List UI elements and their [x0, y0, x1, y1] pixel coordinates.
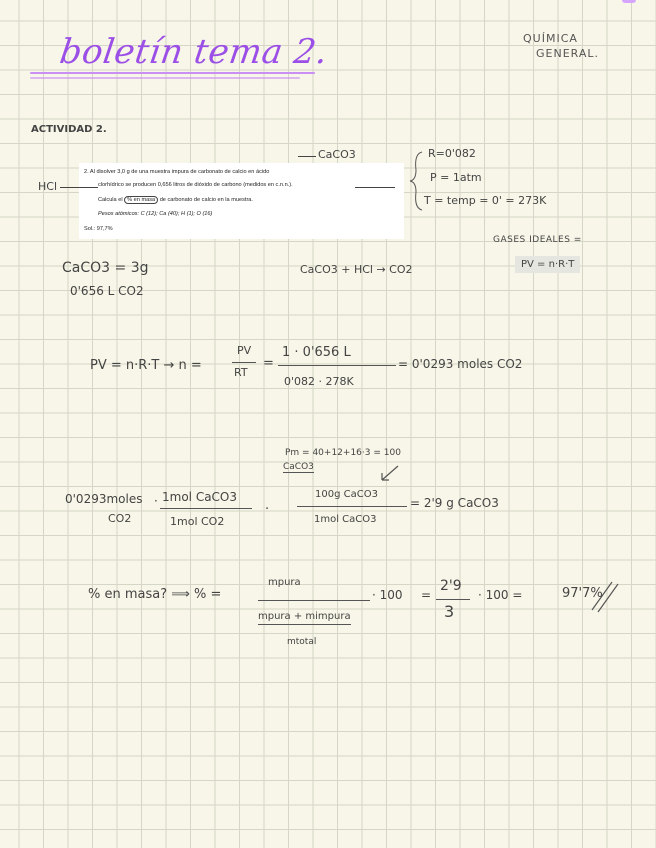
double-slash-icon	[588, 580, 618, 614]
stoich-dot-2: ·	[265, 502, 270, 517]
hcl-annotation: HCl	[38, 180, 58, 193]
ideal-gas-numerator: 1 · 0'656 L	[282, 345, 351, 360]
percent-times-2: · 100 =	[478, 588, 523, 602]
problem-line-2: clorhídrico se producen 0,656 litros de dióxido de carbono (medidos en c.n.n.).	[98, 182, 293, 188]
percent-question: % en masa? ⟹ % =	[88, 587, 222, 602]
percent-den-note: mtotal	[287, 637, 317, 647]
r-value: R=0'082	[428, 147, 476, 160]
percent-num: mpura	[268, 577, 301, 588]
pointer-arrow-icon	[378, 464, 400, 484]
stoich-start-num: 0'0293moles	[65, 492, 143, 506]
brace-icon	[410, 150, 426, 212]
given-mass: CaCO3 = 3g	[62, 260, 149, 276]
pv-fraction-line	[232, 362, 256, 363]
page-title: boletín tema 2.	[57, 32, 331, 72]
molar-mass-compound: CaCO3	[283, 462, 314, 472]
volume-arrow	[355, 187, 395, 188]
pv-nrt-box: PV = n·R·T	[515, 256, 580, 273]
solution-label: Sol.: 97,7%	[84, 226, 113, 232]
gases-ideales-label: GASES IDEALES =	[493, 235, 582, 245]
percent-frac-line	[436, 599, 470, 600]
percent-times-1: · 100	[372, 588, 403, 602]
subject-line-1: QUÍMICA	[523, 32, 578, 45]
title-underline-2	[30, 77, 300, 79]
final-result: 97'7%	[562, 586, 603, 601]
caco3-arrow	[298, 156, 316, 157]
activity-label: ACTIVIDAD 2.	[31, 124, 107, 135]
percent-frac-den: 3	[444, 602, 455, 621]
ideal-gas-eq: =	[263, 356, 274, 371]
stoich-r2-line	[297, 506, 407, 507]
subject-line-2: GENERAL.	[536, 47, 599, 60]
ideal-gas-denominator: 0'082 · 278K	[284, 375, 354, 388]
given-volume: 0'656 L CO2	[70, 284, 144, 298]
molar-mass-formula: Pm = 40+12+16·3 = 100	[285, 448, 401, 458]
purple-highlight-mark	[622, 0, 636, 3]
problem-box	[79, 163, 404, 239]
stoich-r2-den: 1mol CaCO3	[314, 514, 377, 525]
hcl-arrow	[60, 187, 98, 188]
rt-denominator: RT	[234, 366, 248, 379]
t-value: T = temp = 0' = 273K	[424, 194, 547, 207]
p-value: P = 1atm	[430, 171, 482, 184]
reaction: CaCO3 + HCl → CO2	[300, 263, 413, 276]
stoich-start-den: CO2	[108, 512, 132, 525]
stoich-r1-line	[160, 508, 252, 509]
stoich-result: = 2'9 g CaCO3	[410, 496, 499, 510]
problem-line-3	[98, 197, 253, 203]
moles-result: = 0'0293 moles CO2	[398, 357, 523, 371]
atomic-weights: Pesos atómicos: C (12); Ca (40); H (1); O (16)	[98, 211, 213, 217]
problem-line-3b: de carbonato de calcio en la muestra.	[159, 197, 253, 203]
stoich-r1-num: 1mol CaCO3	[162, 490, 238, 504]
caco3-annotation: CaCO3	[318, 148, 356, 161]
percent-eq: =	[421, 588, 432, 602]
stoich-dot-1: ·	[154, 494, 158, 508]
ideal-gas-left: PV = n·R·T → n =	[90, 358, 202, 373]
problem-line-3a: Calcula el	[98, 197, 123, 203]
stoich-r1-den: 1mol CO2	[170, 515, 225, 528]
percent-fraction-line	[258, 600, 370, 601]
problem-line-1: 2. Al disolver 3,0 g de una muestra impura de carbonato de calcio en ácido	[84, 169, 270, 175]
pv-numerator: PV	[237, 344, 252, 357]
percent-den: mpura + mimpura	[258, 611, 351, 625]
ideal-gas-fraction-line	[278, 365, 396, 366]
title-underline	[30, 72, 315, 74]
highlight-mass-percent: % en masa	[124, 196, 158, 204]
percent-frac-num: 2'9	[440, 578, 462, 594]
stoich-r2-num: 100g CaCO3	[315, 489, 378, 500]
